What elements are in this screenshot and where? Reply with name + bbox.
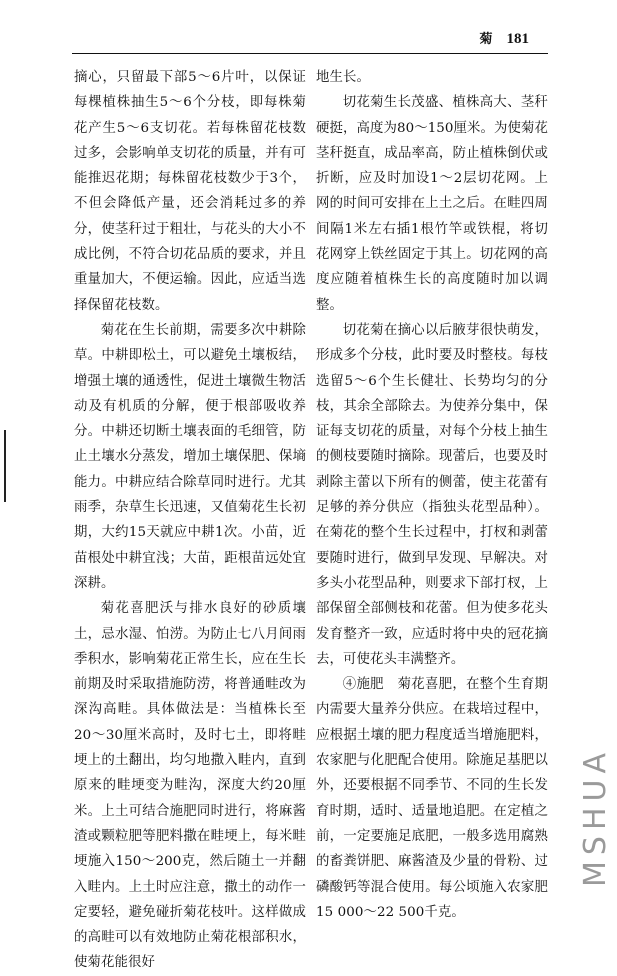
right-column [316,65,548,925]
page-header [479,28,529,48]
paragraph-topping: 摘心，只留最下部5～6片叶，以保证每棵植株抽生5～6个分枝，即每株菊花产生5～6支切花。若每株留花枝数过多，会影响单支切花的质量，并有可能推迟花期；每株留花枝数少于3个，不但会降低产量，还会消耗过多的养分，使茎秆过于粗壮，与花头的大小不成比例，不符合切花品质的要求，并且重量加大，不便运输。因此，应适当选择保留花枝数。 [74,70,306,313]
paragraph-raised-beds: 菊花喜肥沃与排水良好的砂质壤土，忌水湿、怕涝。为防止七八月间雨季积水，影响菊花正常生长，应在生长前期及时采取措施防涝，将普通畦改为深沟高畦。具体做法是：当植株长至20～30厘米高时，及时七土，即将畦埂上的土翻出，均匀地撒入畦内，直到原来的畦埂变为畦沟，深度大约20厘米。上土可结合施肥同时进行，将麻酱渣或颗粒肥等肥料撒在畦埂上，每米畦埂施入150～200克，然后随土一并翻入畦内。上土时应注意，撒土的动作一定要轻，避免碰折菊花枝叶。这样做成的高畦可以有效地防止菊花根部积水，使菊花能很好 [74,601,306,971]
scan-margin-mark [4,430,6,502]
left-column [74,65,306,976]
paragraph-pruning: 切花菊在摘心以后腋芽很快萌发，形成多个分枝，此时要及时整枝。每枝选留5～6个生长健壮、长势均匀的分枝，其余全部除去。为使养分集中，保证每支切花的质量，对每个分枝上抽生的侧枝要随时摘除。现蕾后，也要及时剥除主蕾以下所有的侧蕾，使主花蕾有足够的养分供应（指独头花型品种）。在菊花的整个生长过程中，打杈和剥蕾要随时进行，做到早发现、早解决。对多头小花型品种，则要求下部打杈，上部保留全部侧枝和花蕾。但为使多花头发育整齐一致，应适时将中央的冠花摘去，可使花头丰满整齐。 [316,322,548,667]
paragraph-support-net: 切花菊生长茂盛、植株高大、茎秆硬挺，高度为80～150厘米。为使菊花茎秆挺直，成品率高，防止植株倒伏或折断，应及时加设1～2层切花网。上网的时间可安排在上土之后。在畦四周间隔1米左右插1根竹竿或铁棍，将切花网穿上铁丝固定于其上。切花网的高度应随着植株生长的高度随时加以调整。 [316,95,548,313]
watermark: MSHUA [578,747,613,887]
paragraph-continuation: 地生长。 [316,70,370,85]
paragraph-fertilizing: ④施肥 菊花喜肥，在整个生育期内需要大量养分供应。在栽培过程中，应根据土壤的肥力程度适当增施肥料，农家肥与化肥配合使用。除施足基肥以外，还要根据不同季节、不同的生长发育时期，适时、适量地追肥。在定植之前，一定要施足底肥，一般多选用腐熟的畜粪饼肥、麻酱渣及少量的骨粉、过磷酸钙等混合使用。每公顷施入农家肥15 000～22 500千克。 [316,677,548,920]
running-head-section: 菊 [479,32,493,47]
header-rule [72,53,548,54]
paragraph-cultivation: 菊花在生长前期，需要多次中耕除草。中耕即松土，可以避免土壤板结，增强土壤的通透性，促进土壤微生物活动及有机质的分解，便于根部吸收养分。中耕还切断土壤表面的毛细管，防止土壤水分蒸发，增加土壤保肥、保墒能力。中耕应结合除草同时进行。尤其雨季，杂草生长迅速，又值菊花生长初期，大约15天就应中耕1次。小苗，近苗根处中耕宜浅；大苗，距根苗远处宜深耕。 [74,322,306,591]
page-number: 181 [506,31,529,47]
